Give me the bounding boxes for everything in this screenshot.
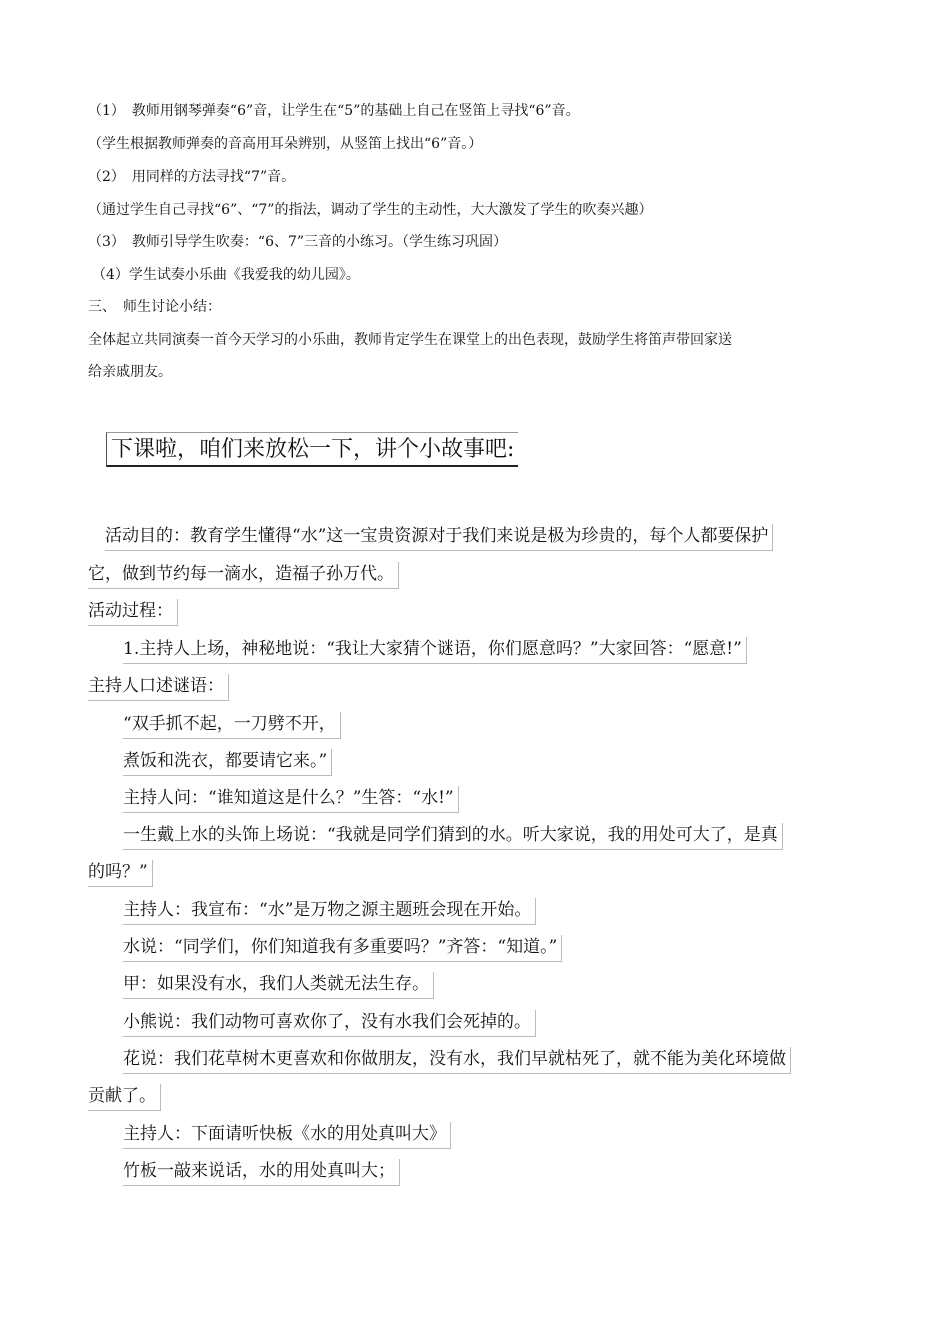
lesson-step-1-note: （学生根据教师弹奏的音高用耳朵辨别，从竖笛上找出“6”音。） — [88, 136, 483, 152]
story-line-water-asks: 水说：“同学们，你们知道我有多重要吗？”齐答：“知道。” — [123, 935, 562, 962]
story-line-water-2: 的吗？” — [88, 860, 153, 887]
story-line-riddle-1: “双手抓不起，一刀劈不开， — [123, 712, 341, 739]
summary-line-2: 给亲戚朋友。 — [88, 364, 172, 380]
activity-goal-line-1: 活动目的：教育学生懂得“水”这一宝贵资源对于我们来说是极为珍贵的，每个人都要保护 — [105, 524, 773, 551]
lesson-step-3: （3） 教师引导学生吹奏：“6、7”三音的小练习。（学生练习巩固） — [88, 234, 508, 250]
story-line-question: 主持人问：“谁知道这是什么？”生答：“水!” — [123, 786, 459, 813]
story-line-announce: 主持人：我宣布：“水”是万物之源主题班会现在开始。 — [123, 898, 536, 925]
story-line-flower-2: 贡献了。 — [88, 1084, 161, 1111]
story-line-kuaiban-intro: 主持人：下面请听快板《水的用处真叫大》 — [123, 1122, 451, 1149]
lesson-step-4: （4）学生试奏小乐曲《我爱我的幼儿园》。 — [92, 267, 360, 283]
lesson-step-2: （2） 用同样的方法寻找“7”音。 — [88, 169, 296, 185]
section-summary-title: 三、 师生讨论小结： — [88, 299, 221, 315]
activity-goal-line-2: 它，做到节约每一滴水，造福子孙万代。 — [88, 562, 399, 589]
story-line-host-entry: 1.主持人上场，神秘地说：“我让大家猜个谜语，你们愿意吗？”大家回答：“愿意!” — [123, 637, 747, 664]
summary-line-1: 全体起立共同演奏一首今天学习的小乐曲，教师肯定学生在课堂上的出色表现，鼓励学生将笛声带回家送 — [88, 332, 732, 348]
story-line-riddle-intro: 主持人口述谜语： — [88, 674, 229, 701]
lesson-step-2-note: （通过学生自己寻找“6”、“7”的指法，调动了学生的主动性，大大激发了学生的吹奏兴趣） — [88, 202, 653, 218]
story-line-flower-1: 花说：我们花草树木更喜欢和你做朋友，没有水，我们早就枯死了，就不能为美化环境做 — [123, 1047, 791, 1074]
story-line-bear: 小熊说：我们动物可喜欢你了，没有水我们会死掉的。 — [123, 1010, 536, 1037]
break-heading: 下课啦，咱们来放松一下，讲个小故事吧: — [106, 432, 518, 467]
story-line-jia: 甲：如果没有水，我们人类就无法生存。 — [123, 972, 434, 999]
activity-process-label: 活动过程： — [88, 599, 178, 626]
story-line-water-1: 一生戴上水的头饰上场说：“我就是同学们猜到的水。听大家说，我的用处可大了，是真 — [123, 823, 783, 850]
lesson-step-1: （1） 教师用钢琴弹奏“6”音，让学生在“5”的基础上自己在竖笛上寻找“6”音。 — [88, 103, 580, 119]
story-line-kuaiban-1: 竹板一敲来说话，水的用处真叫大； — [123, 1159, 400, 1186]
story-line-riddle-2: 煮饭和洗衣，都要请它来。” — [123, 749, 332, 776]
